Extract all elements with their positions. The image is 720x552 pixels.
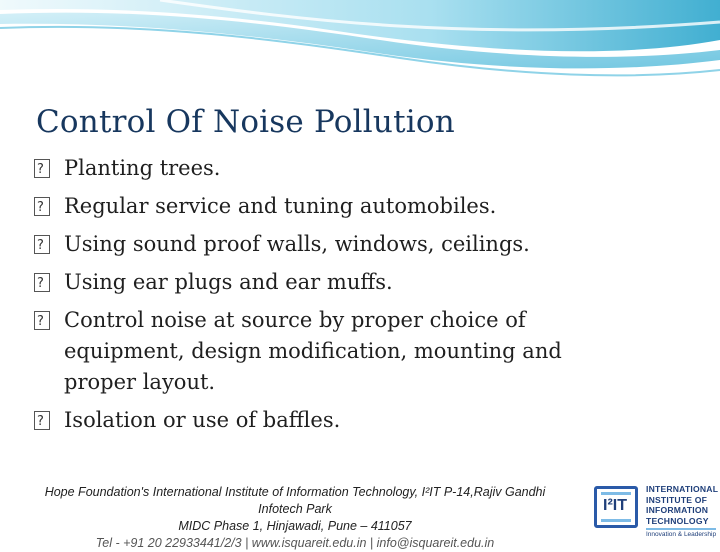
footer-line-1: Hope Foundation's International Institute of Information Technology, I²IT P-14,Rajiv Gandhi <box>44 485 546 499</box>
missing-glyph-box-icon <box>34 159 50 178</box>
missing-glyph-box-icon <box>34 411 50 430</box>
logo-name <box>646 484 718 526</box>
bullet-item <box>34 405 614 436</box>
logo-name-line: INFORMATION <box>646 505 709 515</box>
header-wave-decoration <box>0 0 720 85</box>
bullet-text-line: equipment, design modification, mounting and <box>64 339 562 363</box>
bullet-text-line: Regular service and tuning automobiles. <box>64 194 497 218</box>
bullet-item <box>34 153 614 184</box>
logo-name-line: TECHNOLOGY <box>646 515 709 526</box>
bullet-item <box>34 191 614 222</box>
bullet-item <box>34 305 614 398</box>
footer-line-4: Tel - +91 20 22933441/2/3 | www.isquareit.edu.in | info@isquareit.edu.in <box>95 536 495 550</box>
missing-glyph-box-icon <box>34 197 50 216</box>
missing-glyph-box-icon <box>34 273 50 292</box>
bullet-text-line: proper layout. <box>64 370 216 394</box>
footer-line-3: MIDC Phase 1, Hinjawadi, Pune – 411057 <box>178 519 412 533</box>
missing-glyph-box-icon <box>34 311 50 330</box>
logo-tagline: Innovation & Leadership <box>646 528 716 538</box>
bullet-text-line: Isolation or use of baffles. <box>64 408 341 432</box>
footer-line-2: Infotech Park <box>258 502 332 516</box>
logo-mark-icon <box>594 486 638 528</box>
missing-glyph-box-icon <box>34 235 50 254</box>
bullet-text-line: Using sound proof walls, windows, ceilings. <box>64 232 530 256</box>
bullet-item <box>34 267 614 298</box>
bullet-item <box>34 229 614 260</box>
logo-name-line: INTERNATIONAL <box>646 484 719 494</box>
bullet-text-line: Control noise at source by proper choice of <box>64 308 526 332</box>
institute-logo <box>592 484 720 540</box>
logo-name-line: INSTITUTE OF <box>646 494 708 505</box>
slide-title: Control Of Noise Pollution <box>36 104 455 140</box>
logo-mark-text: I²IT <box>603 497 627 514</box>
bullet-list <box>34 153 614 443</box>
bullet-text-line: Planting trees. <box>64 156 221 180</box>
bullet-text-line: Using ear plugs and ear muffs. <box>64 270 393 294</box>
footer-address <box>0 484 590 552</box>
